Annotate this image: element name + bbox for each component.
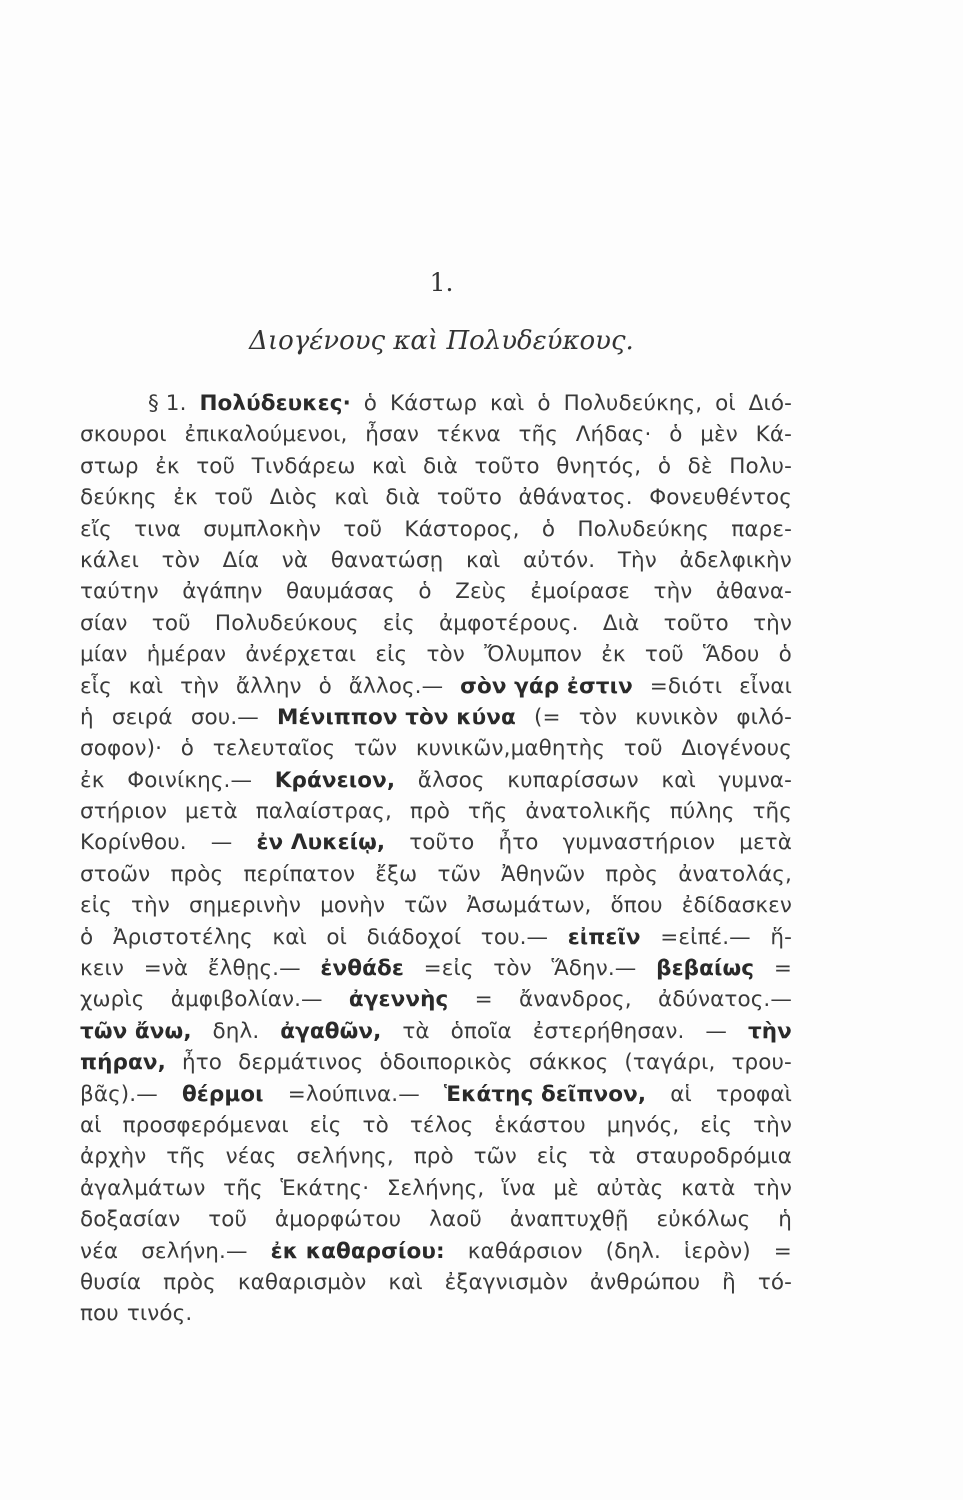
word: Ἀριστοτέλης	[112, 924, 253, 950]
word: τοῦ	[644, 642, 684, 668]
word: πρὸ	[413, 1144, 454, 1170]
word: τὰ	[402, 1018, 430, 1044]
word: παρε-	[731, 516, 792, 542]
word: εἰς	[375, 642, 408, 668]
word: στωρ	[80, 453, 139, 479]
word: ἀγαθῶν,	[280, 1018, 382, 1044]
text-line	[80, 984, 792, 1015]
word: βᾶς).—	[80, 1081, 158, 1107]
word: ἦτο	[181, 1050, 222, 1076]
word: τῶν ἄνω,	[80, 1018, 192, 1044]
word: δηλ.	[212, 1018, 260, 1044]
word: εἰς	[80, 893, 112, 919]
word: ἀθάνατος.	[518, 485, 633, 511]
word: τινα	[134, 516, 181, 542]
word: —	[705, 1018, 727, 1044]
word: τοῦτο	[474, 453, 540, 479]
word: ὁ	[80, 924, 94, 950]
word: τῆς	[223, 1175, 263, 1201]
word: Διὸς	[269, 485, 318, 511]
word: ἄνανδρος,	[519, 987, 632, 1013]
word: Ἀσωμάτων,	[466, 893, 592, 919]
word: ἡ	[80, 704, 94, 730]
word: τοῦ	[623, 736, 663, 762]
text-line	[80, 827, 792, 858]
word: Πολυδεύκης,	[563, 391, 703, 416]
text-line	[80, 1110, 792, 1141]
word: τὴν	[753, 1112, 792, 1138]
word: τοῦτο	[663, 610, 729, 636]
word: προσφερόμεναι	[122, 1112, 289, 1138]
word: ἐνθάδε	[320, 956, 404, 982]
word: αὐτόν.	[523, 547, 596, 573]
word: καθαρισμὸν	[237, 1269, 367, 1295]
word: σημερινὴν	[188, 893, 301, 919]
word: πρὸς	[170, 861, 224, 887]
word: ἀγάπην	[182, 579, 263, 605]
word: ὁ	[657, 453, 672, 479]
word: ἦσαν	[365, 422, 420, 448]
text-line	[80, 388, 792, 419]
word: τοῦ	[214, 485, 254, 511]
word: εἰς	[382, 610, 415, 636]
word: ταύτην	[80, 579, 159, 605]
word: ὁ	[778, 642, 792, 668]
word: τὸν	[161, 547, 201, 573]
text-line	[80, 639, 792, 670]
word: εἷς	[80, 673, 112, 699]
word: τέκνα	[436, 422, 501, 448]
word: Ἅδην.—	[551, 956, 637, 982]
word: =εἰπέ.—	[660, 924, 751, 950]
text-line	[80, 733, 792, 764]
word: του.—	[480, 924, 549, 950]
word: ὅπου	[610, 893, 663, 919]
word: Κά-	[755, 422, 792, 448]
text-line	[80, 765, 792, 796]
word: ἡ	[778, 1207, 792, 1233]
word: τὴν	[753, 1175, 792, 1201]
word: εἴς	[80, 516, 112, 542]
word: αἱ	[80, 1112, 102, 1138]
word: θαυμάσας	[286, 579, 395, 605]
word: πρὸς	[163, 1269, 216, 1295]
word: (ταγάρι,	[624, 1050, 716, 1076]
word: ὁ	[318, 673, 332, 699]
word: τοῦ	[343, 516, 383, 542]
word: τὰ	[588, 1144, 616, 1170]
word: πρὸ	[409, 799, 450, 825]
word: τροφαὶ	[715, 1081, 792, 1107]
word: Κορίνθου.	[80, 830, 187, 856]
word: ἐκ	[601, 642, 626, 668]
word: καὶ	[388, 1269, 423, 1295]
word: —	[210, 830, 233, 856]
word: ἀμορφώτου	[274, 1207, 402, 1233]
text-line	[80, 482, 792, 513]
word: τῆς	[518, 422, 558, 448]
word: καὶ	[128, 673, 164, 699]
word: =διότι	[649, 673, 723, 699]
word: δεύκης	[80, 485, 157, 511]
word: θανατώσῃ	[330, 547, 444, 573]
word: σίαν	[80, 610, 128, 636]
word: ἐκ	[155, 453, 180, 479]
word: ἀδελφικὴν	[679, 547, 792, 573]
word: ἔξω	[375, 861, 418, 887]
word: ἀμφιβολίαν.—	[170, 987, 323, 1013]
word: βεβαίως	[656, 956, 755, 982]
word: Κάστωρ	[389, 391, 478, 416]
word: καὶ	[334, 485, 369, 511]
word: τῶν	[353, 736, 398, 762]
word: τό-	[757, 1269, 792, 1295]
word: συμπλοκὴν	[203, 516, 321, 542]
word: τὴν	[747, 1018, 792, 1044]
text-line	[80, 576, 792, 607]
word: σὸν γάρ ἐστιν	[460, 673, 633, 699]
word: Πολυδεύκης	[577, 516, 709, 542]
word: διὰ	[385, 485, 421, 511]
word: καθάρσιον	[467, 1238, 583, 1264]
word: σοφον)·	[80, 736, 163, 762]
word: εἰπεῖν	[567, 924, 641, 950]
word: ἀδύνατος.—	[657, 987, 792, 1013]
word: ἔλθῃς.—	[207, 956, 301, 982]
word: τοῦ	[208, 1207, 248, 1233]
word: Κράνειον,	[274, 767, 396, 793]
word: ἀγεννὴς	[348, 987, 449, 1013]
text-line	[80, 1141, 792, 1172]
text-line	[80, 451, 792, 482]
text-line	[80, 796, 792, 827]
word: ἀνθρώπου	[589, 1269, 701, 1295]
word: θέρμοι	[181, 1081, 264, 1107]
word: ἡμέραν	[146, 642, 227, 668]
word: Δία	[222, 547, 260, 573]
word: τὴν	[180, 673, 219, 699]
word: ἄλλην	[235, 673, 302, 699]
word: μὲν	[700, 422, 738, 448]
word: τελευταῖος	[212, 736, 336, 762]
commentary-text	[80, 388, 792, 1330]
word: ἐν Λυκείῳ,	[256, 830, 386, 856]
word: ἀναπτυχθῇ	[509, 1207, 629, 1233]
word: τῆς	[752, 799, 792, 825]
word: ἀθανα-	[715, 579, 792, 605]
word: τοῦτο	[409, 830, 475, 856]
word: λαοῦ	[429, 1207, 482, 1233]
text-line	[80, 608, 792, 639]
text-line	[80, 1267, 792, 1298]
word: κυνικὸν	[635, 704, 719, 730]
text-line	[80, 953, 792, 984]
word: μετὰ	[739, 830, 792, 856]
word: καὶ	[372, 453, 407, 479]
word: ἑκάστου	[494, 1112, 586, 1138]
word: νέα	[80, 1238, 119, 1264]
word: πήραν,	[80, 1050, 166, 1076]
word: =νὰ	[143, 956, 189, 982]
word: Ἑκάτης·	[280, 1175, 370, 1201]
text-line	[80, 1204, 792, 1235]
word: στήριον	[80, 799, 167, 825]
word: σελήνης,	[296, 1144, 394, 1170]
word: θυσία	[80, 1269, 142, 1295]
word: αὐτὰς	[596, 1175, 664, 1201]
text-line	[80, 1236, 792, 1267]
word: καὶ	[661, 767, 696, 793]
word: ὁ	[418, 579, 432, 605]
word: ἐμοίρασε	[530, 579, 631, 605]
word: δοξασίαν	[80, 1207, 181, 1233]
word: ἄλλος.—	[348, 673, 444, 699]
word: νὰ	[281, 547, 309, 573]
word: τῶν	[404, 893, 448, 919]
word: τῆς	[166, 1144, 206, 1170]
word: Κάστορος,	[404, 516, 520, 542]
text-line	[80, 1047, 792, 1078]
word: τρου-	[731, 1050, 792, 1076]
word: ὁ	[180, 736, 195, 762]
word: τινός.	[126, 1301, 193, 1327]
word: δὲ	[687, 453, 713, 479]
word: ἀμφοτέρους.	[439, 610, 579, 636]
word: οἱ	[715, 391, 736, 416]
word: Ἑκάτης δεῖπνον,	[443, 1081, 647, 1107]
word: ἥ-	[770, 924, 792, 950]
word: καὶ	[272, 924, 307, 950]
word: πύλης	[669, 799, 735, 825]
word: που	[80, 1301, 119, 1327]
word: οἱ	[326, 924, 348, 950]
word: σου.—	[190, 704, 259, 730]
word: Ἅδου	[703, 642, 760, 668]
word: ὁ	[363, 391, 378, 416]
word: ἀρχὴν	[80, 1144, 147, 1170]
word: =	[474, 987, 493, 1013]
word: Φονευθέντος	[649, 485, 792, 511]
word: σκουροι	[80, 422, 167, 448]
word: ἐκ καθαρσίου:	[270, 1238, 445, 1264]
text-line	[80, 859, 792, 890]
word: τῆς	[467, 799, 508, 825]
word: ἐξαγνισμὸν	[444, 1269, 568, 1295]
word: αἱ	[670, 1081, 692, 1107]
word: τὴν	[653, 579, 693, 605]
word: στοῶν	[80, 861, 151, 887]
word: εἰς	[309, 1112, 342, 1138]
word: =	[773, 956, 792, 982]
word: χωρὶς	[80, 987, 145, 1013]
word: νέας	[225, 1144, 277, 1170]
text-line	[80, 1173, 792, 1204]
word: τοῦ	[151, 610, 191, 636]
word: Ἀθηνῶν	[500, 861, 586, 887]
word: τῶν	[437, 861, 481, 887]
chapter-title: Διογένους καὶ Πολυδεύκους.	[249, 326, 634, 356]
word: τῶν	[473, 1144, 517, 1170]
word: μὲ	[553, 1175, 579, 1201]
word: ἱερὸν)	[684, 1238, 751, 1264]
word: τὴν	[130, 893, 170, 919]
word: κυπαρίσσων	[507, 767, 639, 793]
word: ἐπικαλούμενοι,	[184, 422, 348, 448]
text-line	[80, 671, 792, 702]
word: Διὰ	[602, 610, 640, 636]
word: ἀνατολάς,	[678, 861, 792, 887]
word: =	[773, 1238, 792, 1264]
word: κυνικῶν,μαθητὴς	[415, 736, 606, 762]
word: Πολύδευκες·	[199, 391, 351, 416]
word: δερμάτινος	[238, 1050, 364, 1076]
word: φιλό-	[736, 704, 792, 730]
word: τὸν	[426, 642, 465, 668]
chapter-number: 1.	[429, 268, 454, 297]
word: εὐκόλως	[656, 1207, 751, 1233]
word: Διογένους	[681, 736, 792, 762]
word: Διό-	[748, 391, 792, 416]
word: σειρά	[111, 704, 173, 730]
word: σταυροδρόμια	[635, 1144, 792, 1170]
word: Τινδάρεω	[251, 453, 356, 479]
word: ὁδοιπορικὸς	[379, 1050, 513, 1076]
word: διὰ	[423, 453, 458, 479]
word: Ὄλυμπον	[484, 642, 582, 668]
word: ἐδίδασκεν	[681, 893, 792, 919]
word: Πολυ-	[729, 453, 792, 479]
word: =εἰς	[423, 956, 474, 982]
word: Τὴν	[617, 547, 657, 573]
word: ἵνα	[501, 1175, 536, 1201]
word: ὁ	[537, 391, 551, 416]
word: ἦτο	[498, 830, 539, 856]
text-line	[80, 1016, 792, 1047]
word: σάκκος	[528, 1050, 609, 1076]
word: τέλος	[409, 1112, 474, 1138]
text-line	[80, 890, 792, 921]
word: (δηλ.	[605, 1238, 661, 1264]
word: μίαν	[80, 642, 128, 668]
word: μηνός,	[606, 1112, 680, 1138]
word: § 1.	[148, 391, 187, 416]
text-line	[80, 1079, 792, 1110]
word: ἀνέρχεται	[245, 642, 357, 668]
text-line	[80, 922, 792, 953]
word: τοῦτο	[436, 485, 502, 511]
word: ἐκ	[80, 767, 105, 793]
word: εἶναι	[739, 673, 792, 699]
word: καὶ	[465, 547, 501, 573]
word: παλαίστρας,	[255, 799, 392, 825]
word: σελήνη.—	[141, 1238, 248, 1264]
word: ἄλσος	[417, 767, 485, 793]
word: τοῦ	[196, 453, 236, 479]
word: ἐστερήθησαν.	[532, 1018, 685, 1044]
word: Πολυδεύκους	[214, 610, 359, 636]
word: ὁποῖα	[450, 1018, 512, 1044]
word: εἰς	[700, 1112, 733, 1138]
word: κάλει	[80, 547, 139, 573]
word: μετὰ	[184, 799, 238, 825]
text-line	[80, 514, 792, 545]
word: τὸν	[493, 956, 532, 982]
word: ὁ	[541, 516, 556, 542]
word: (=	[533, 704, 561, 730]
word: ἐκ	[173, 485, 198, 511]
word: διάδοχοί	[366, 924, 462, 950]
text-line	[80, 1298, 792, 1329]
word: γυμνα-	[718, 767, 792, 793]
word: =λούπινα.—	[287, 1081, 420, 1107]
word: μονὴν	[320, 893, 386, 919]
word: ἢ	[722, 1269, 736, 1295]
word: πρὸς	[605, 861, 659, 887]
text-line	[80, 702, 792, 733]
word: τὸν	[578, 704, 618, 730]
word: Λήδας·	[575, 422, 652, 448]
word: περίπατον	[243, 861, 356, 887]
word: ἀγαλμάτων	[80, 1175, 206, 1201]
text-line	[80, 419, 792, 450]
text-line	[80, 545, 792, 576]
word: Μένιππον τὸν κύνα	[277, 704, 516, 730]
word: κειν	[80, 956, 124, 982]
word: εἰς	[536, 1144, 569, 1170]
word: θνητός,	[556, 453, 642, 479]
word: τὴν	[753, 610, 792, 636]
word: Ζεὺς	[455, 579, 507, 605]
word: ἀνατολικῆς	[525, 799, 652, 825]
word: κατὰ	[681, 1175, 736, 1201]
word: τὸ	[362, 1112, 389, 1138]
word: Φοινίκης.—	[127, 767, 253, 793]
word: ὁ	[669, 422, 683, 448]
word: καὶ	[490, 391, 525, 416]
word: Σελήνης,	[386, 1175, 485, 1201]
word: γυμναστήριον	[562, 830, 716, 856]
